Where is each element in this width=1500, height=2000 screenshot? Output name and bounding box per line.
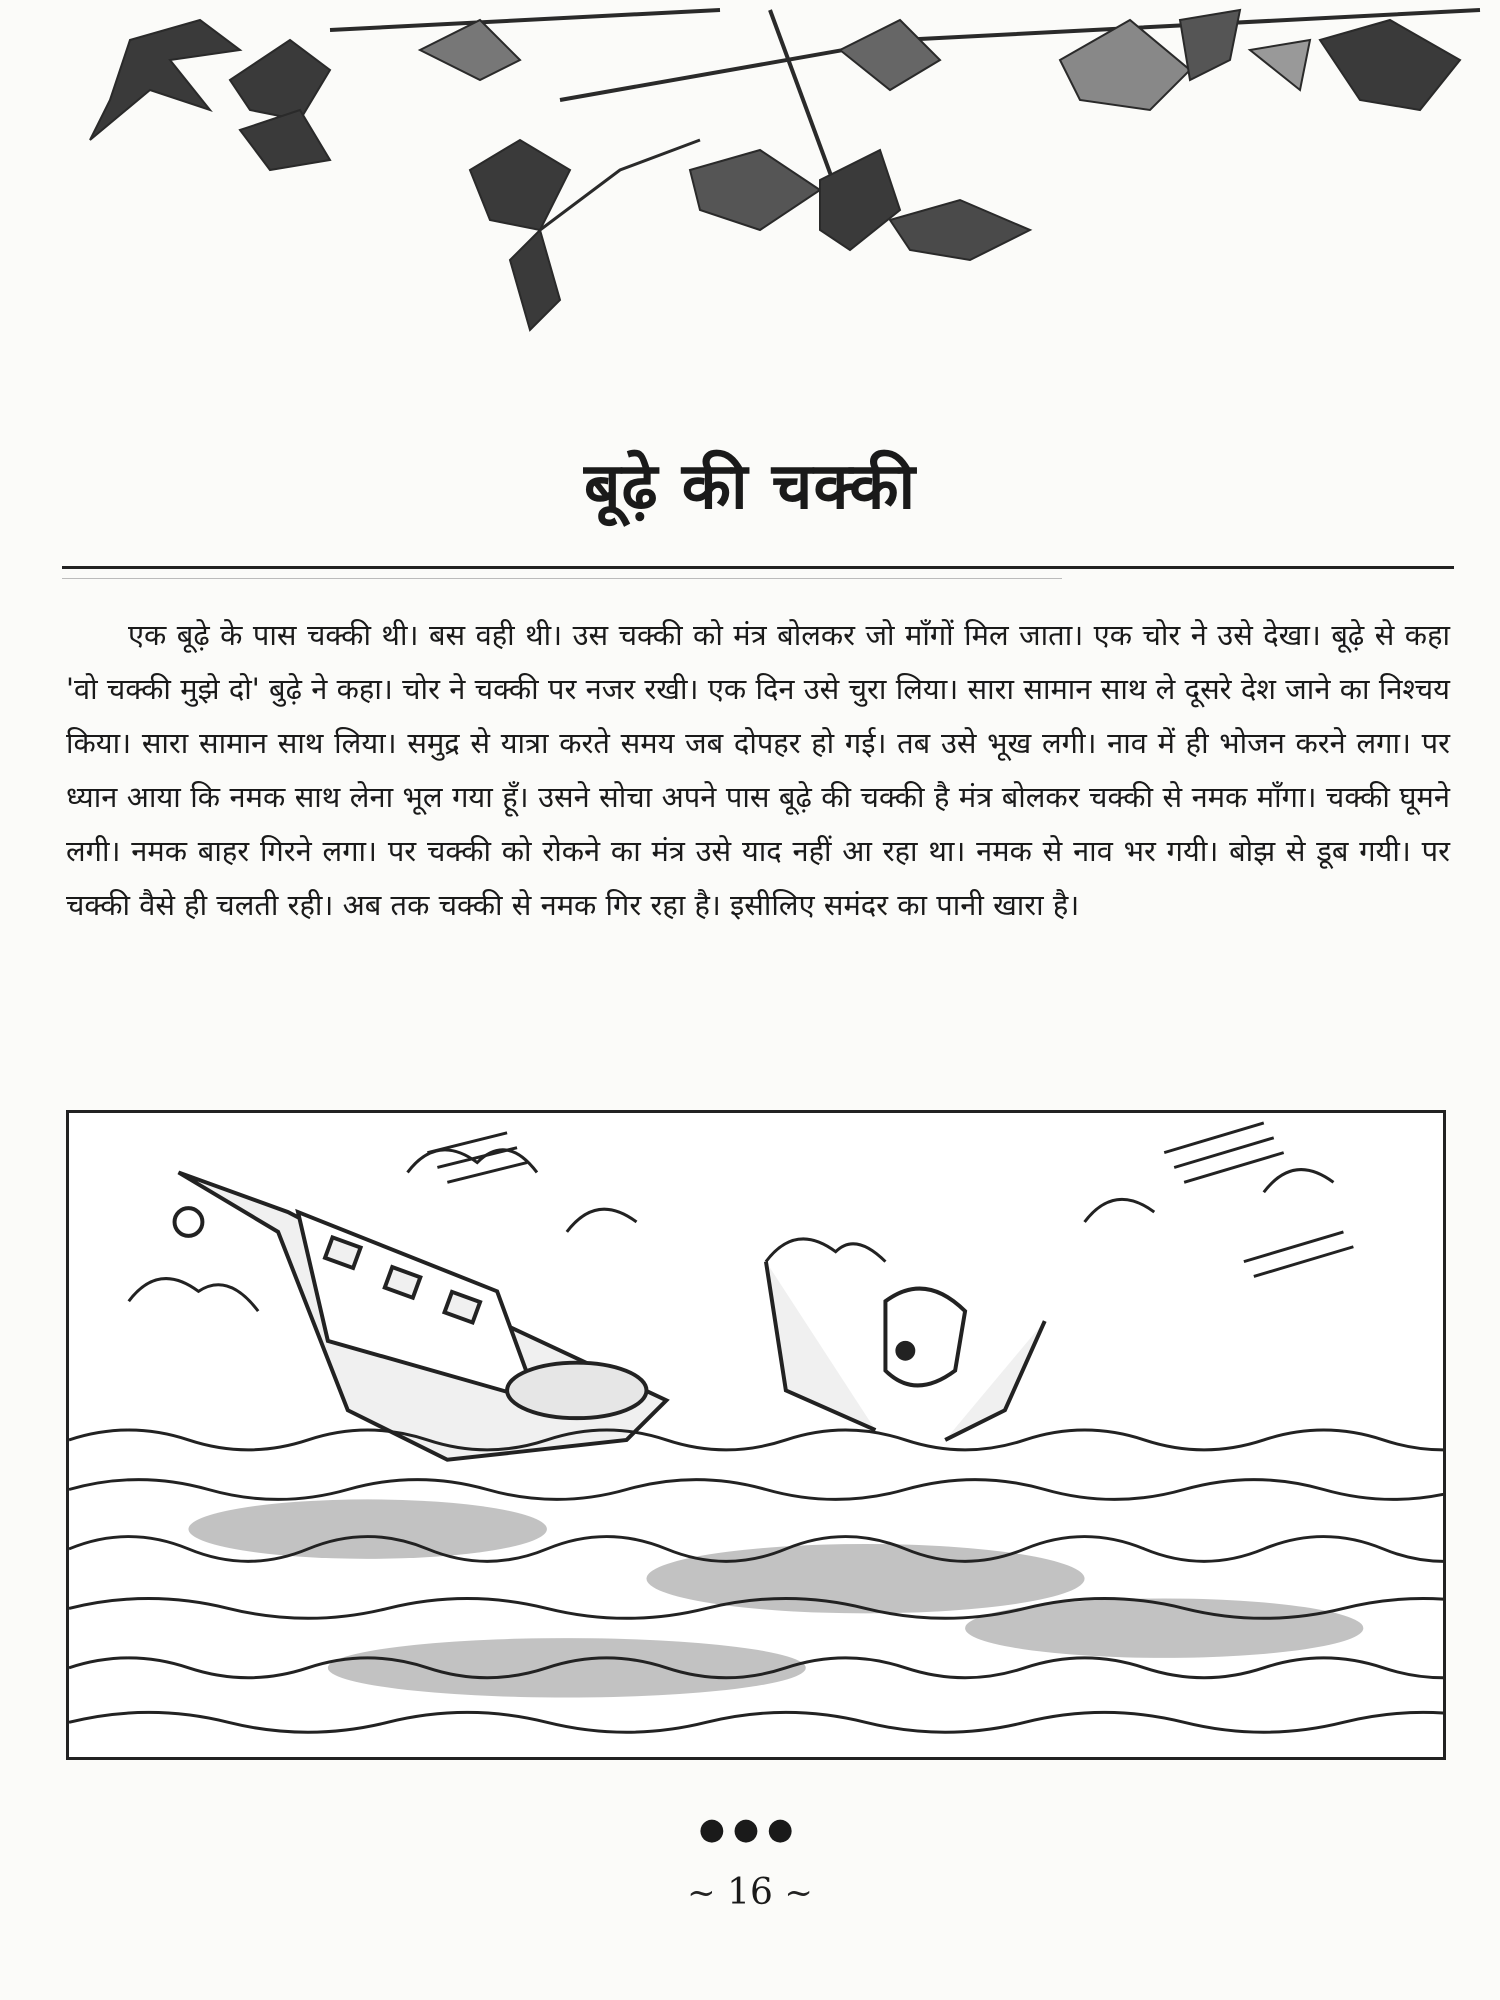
sinking-boat-illustration [66,1110,1446,1760]
title-divider-faint [62,578,1062,579]
section-end-dots: ●●● [698,1812,802,1847]
page-title: बूढ़े की चक्की [583,450,917,524]
swash-right-icon: ~ [784,1873,813,1913]
story-paragraph: एक बूढ़े के पास चक्की थी। बस वही थी। उस चक्की को मंत्र बोलकर जो माँगों मिल जाता। एक चोर ने उसे देखा। बूढ़े से कहा 'वो चक्की मुझे दो' बुढ़े ने कहा। चोर ने चक्की पर नजर रखी। एक दिन उसे चुरा लिया। सारा सामान साथ ले दूसरे देश जाने का निश्चय किया। सारा सामान साथ लिया। समुद्र से यात्रा करते समय जब दोपहर हो गई। तब उसे भूख लगी। नाव में ही भोजन करने लगा। पर ध्यान आया कि नमक साथ लेना भूल गया हूँ। उसने सोचा अपने पास बूढ़े की चक्की है मंत्र बोलकर चक्की से नमक माँगा। चक्की घूमने लगी। नमक बाहर गिरने लगा। पर चक्की को रोकने का मंत्र उसे याद नहीं आ रहा था। नमक से नाव भर गयी। बोझ से डूब गयी। पर चक्की वैसे ही चलती रही। अब तक चक्की से नमक गिर रहा है। इसीलिए समंदर का पानी खारा है। [66,618,1450,922]
leafy-branch-icon [0,0,1500,360]
page-number: 16 [727,1872,773,1913]
page-footer [0,1872,1500,1913]
swash-left-icon: ~ [687,1873,716,1913]
title-divider [62,566,1454,569]
